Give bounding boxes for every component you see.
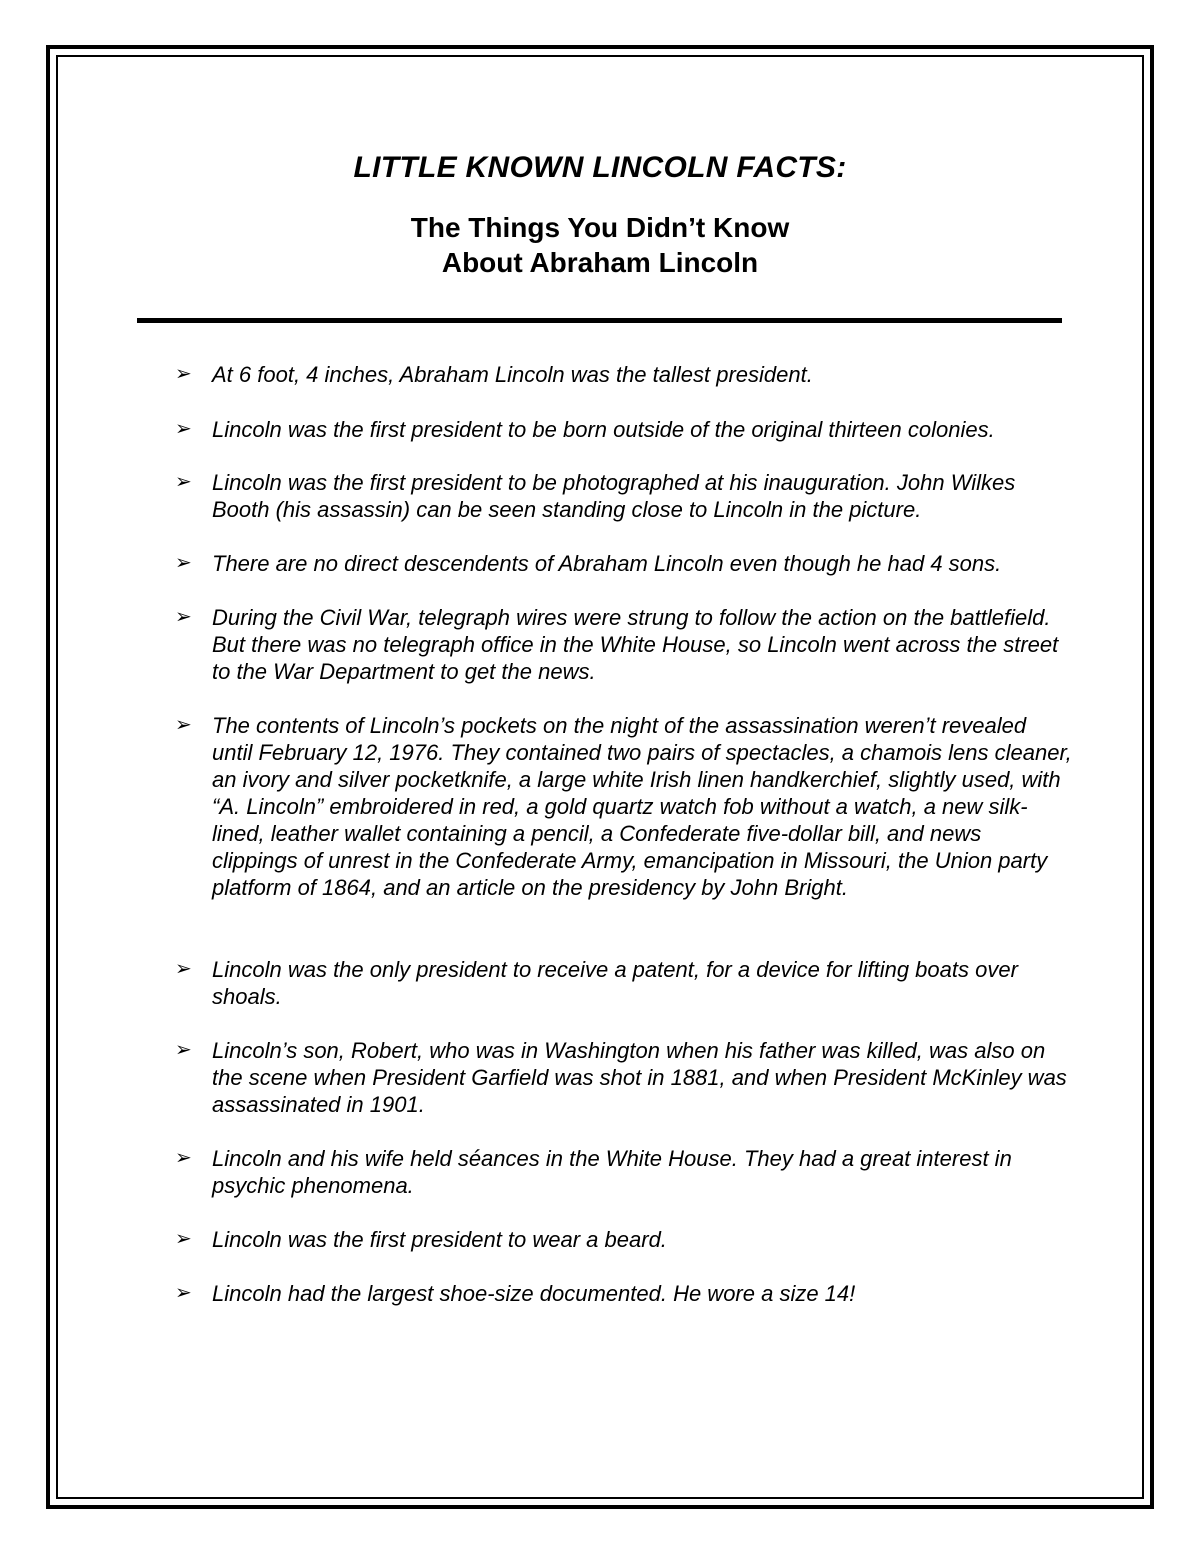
- arrowhead-bullet-icon: ➢: [175, 606, 192, 628]
- subtitle-line-1: The Things You Didn’t Know: [410, 212, 790, 243]
- fact-text: Lincoln’s son, Robert, who was in Washington when his father was killed, was also on the scene when President Garfield was shot in 1881, and when President McKinley was assassinated in 1901.: [212, 1038, 1067, 1117]
- fact-text: Lincoln and his wife held séances in the White House. They had a great interest in psychic phenomena.: [212, 1146, 1012, 1198]
- fact-text: At 6 foot, 4 inches, Abraham Lincoln was the tallest president.: [212, 362, 813, 387]
- arrowhead-bullet-icon: ➢: [175, 418, 192, 440]
- arrowhead-bullet-icon: ➢: [175, 1039, 192, 1061]
- arrowhead-bullet-icon: ➢: [175, 1228, 192, 1250]
- fact-text: The contents of Lincoln’s pockets on the night of the assassination weren’t revealed until February 12, 1976. They contained two pairs of spectacles, a chamois lens cleaner, an ivory and silver pocketknife, a large white Irish linen handkerchief, slightly used, with “A. Lincoln” embroidered in red, a gold quartz watch fob without a watch, a new silk-lined, leather wallet containing a pencil, a Confederate five-dollar bill, and news clippings of unrest in the Confederate Army, emancipation in Missouri, the Union party platform of 1864, and an article on the presidency by John Bright.: [212, 713, 1072, 900]
- arrowhead-bullet-icon: ➢: [175, 363, 192, 385]
- fact-text: There are no direct descendents of Abraham Lincoln even though he had 4 sons.: [212, 551, 1002, 576]
- fact-text: During the Civil War, telegraph wires were strung to follow the action on the battlefield. But there was no telegraph office in the White House, so Lincoln went across the street to the War Department to get the news.: [212, 605, 1059, 684]
- arrowhead-bullet-icon: ➢: [175, 1282, 192, 1304]
- subtitle-line-2: About Abraham Lincoln: [441, 247, 759, 278]
- fact-text: Lincoln was the first president to wear a beard.: [212, 1227, 667, 1252]
- fact-text: Lincoln had the largest shoe-size documented. He wore a size 14!: [212, 1281, 856, 1306]
- fact-text: Lincoln was the first president to be photographed at his inauguration. John Wilkes Booth (his assassin) can be seen standing close to Lincoln in the picture.: [212, 470, 1016, 522]
- arrowhead-bullet-icon: ➢: [175, 1147, 192, 1169]
- arrowhead-bullet-icon: ➢: [175, 552, 192, 574]
- arrowhead-bullet-icon: ➢: [175, 958, 192, 980]
- fact-text: Lincoln was the first president to be born outside of the original thirteen colonies.: [212, 417, 995, 442]
- fact-text: Lincoln was the only president to receive a patent, for a device for lifting boats over shoals.: [212, 957, 1018, 1009]
- arrowhead-bullet-icon: ➢: [175, 471, 192, 493]
- arrowhead-bullet-icon: ➢: [175, 714, 192, 736]
- document-title: LITTLE KNOWN LINCOLN FACTS:: [353, 151, 847, 184]
